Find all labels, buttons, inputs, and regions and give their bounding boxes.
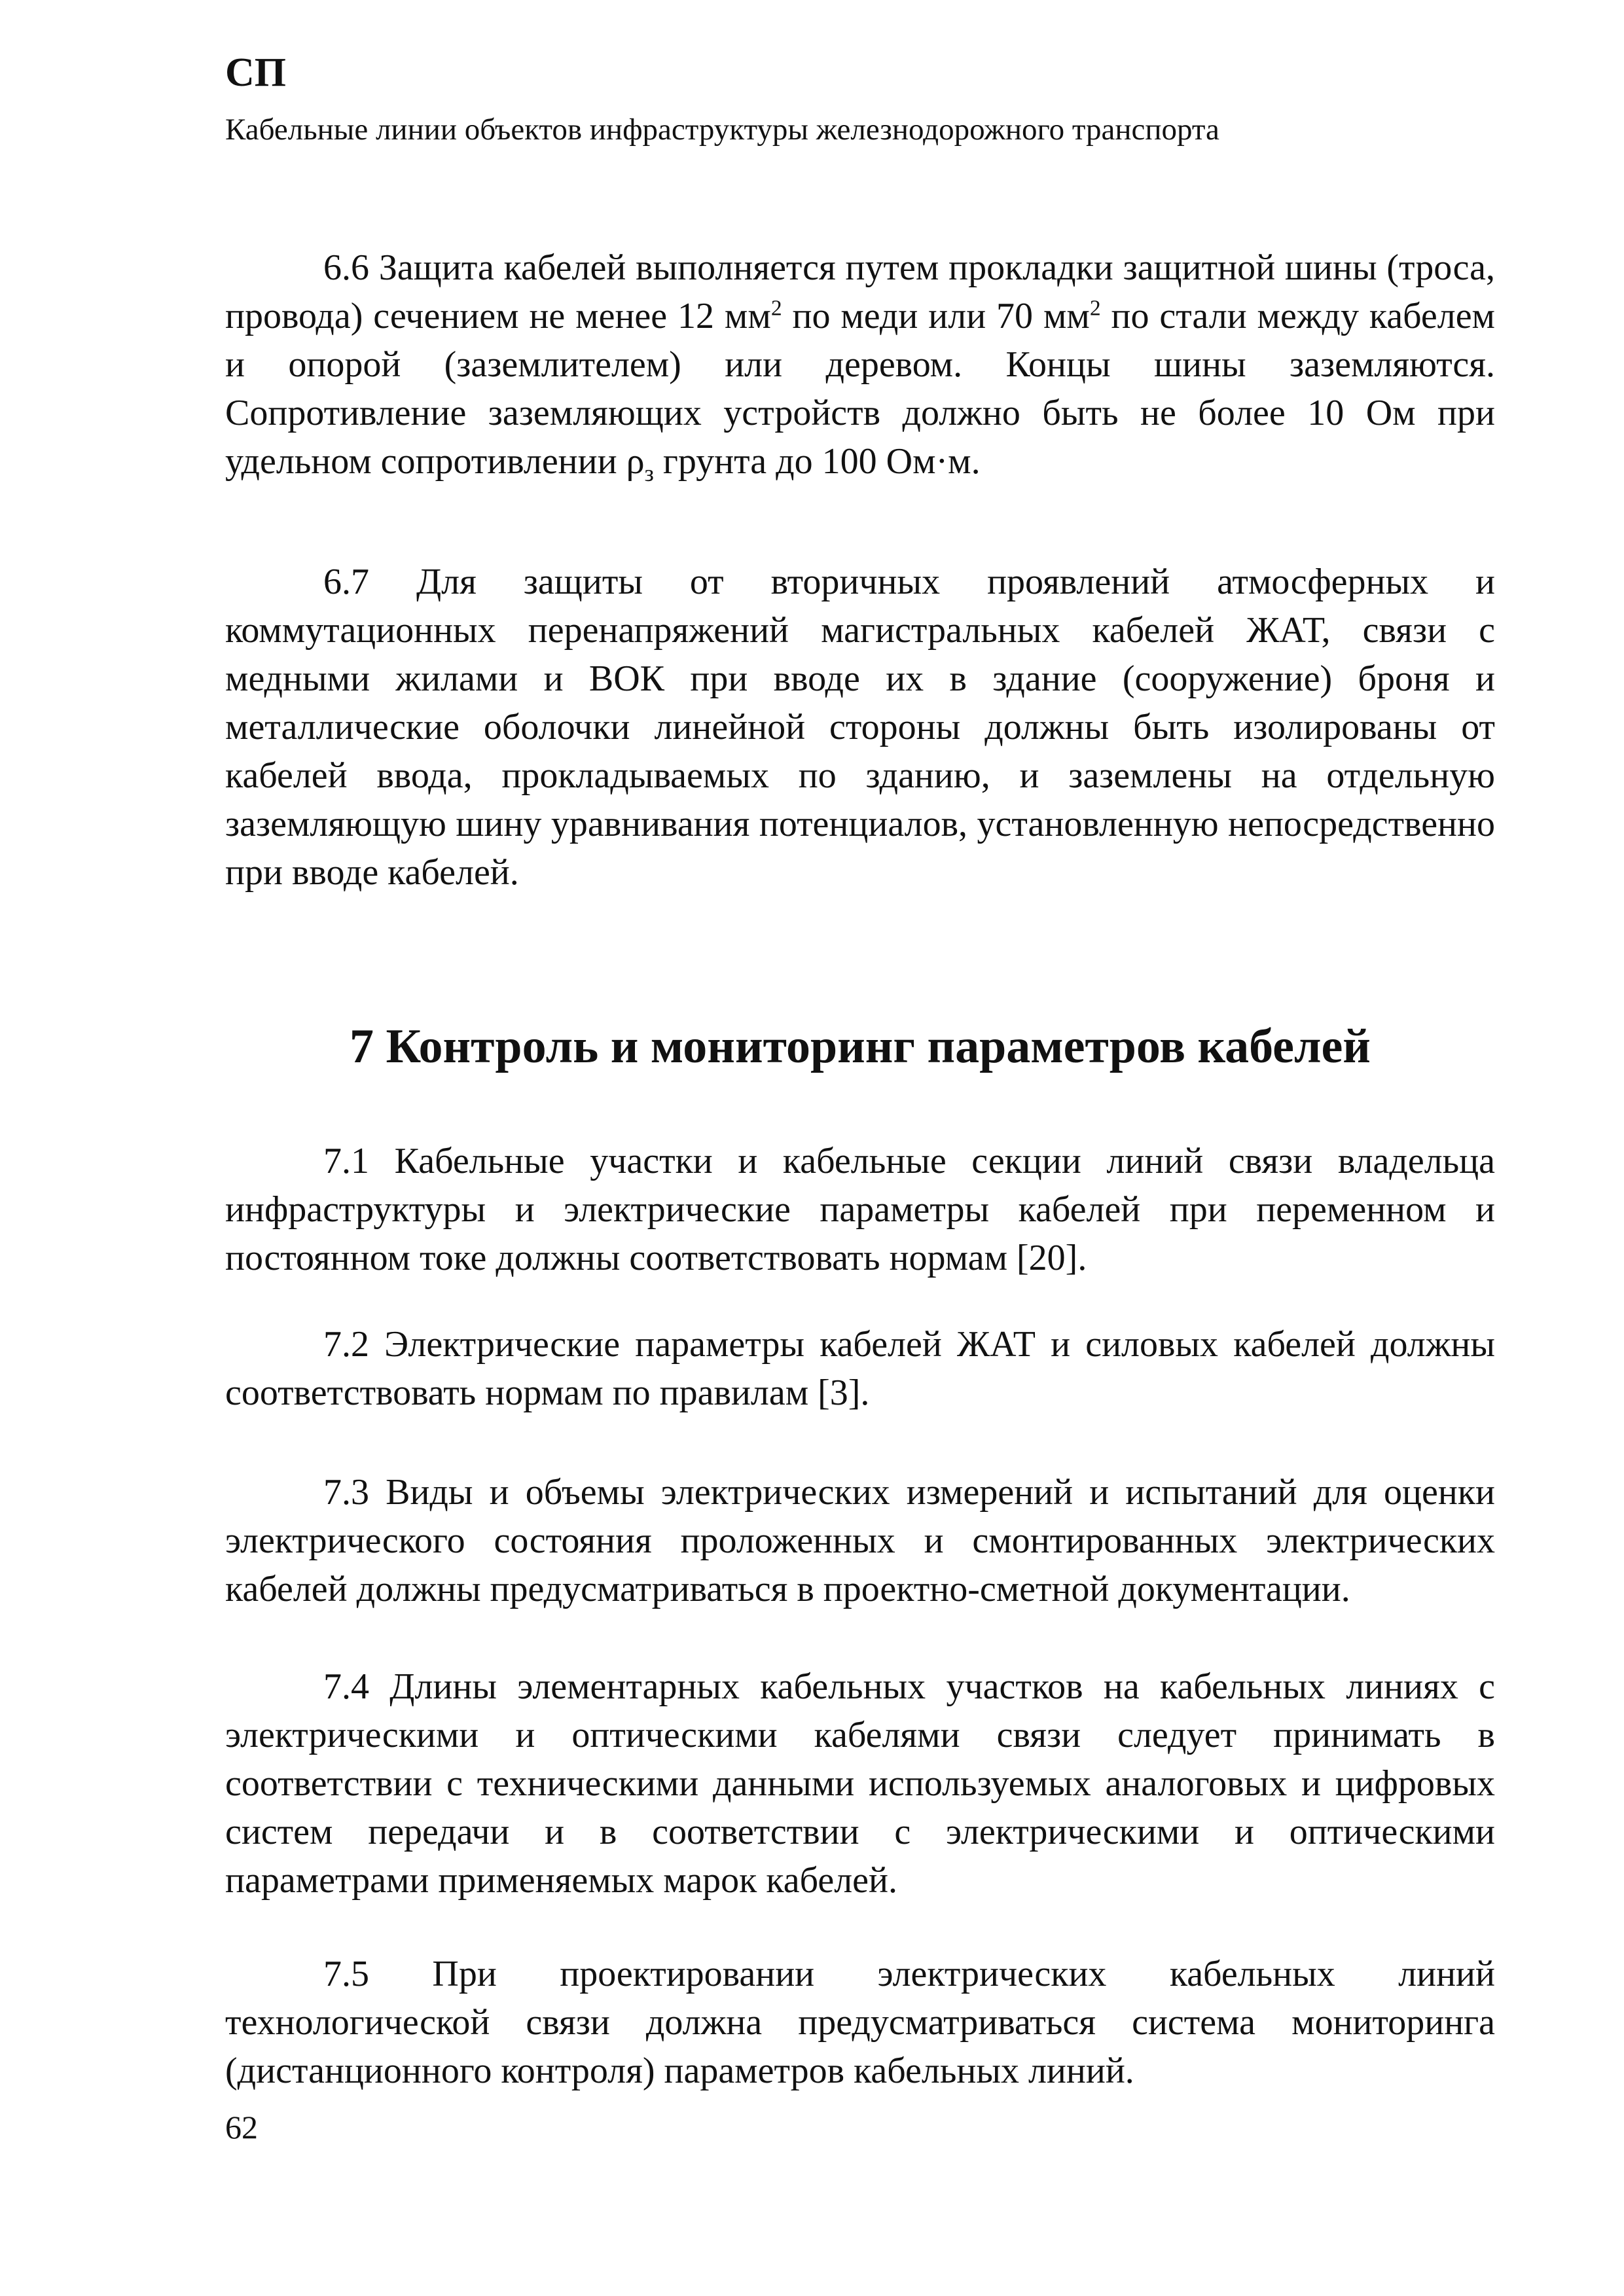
paragraph-7-4: 7.4 Длины элементарных кабельных участков на кабельных линиях с электрическими и оптическими кабелями связи следует принимать в соответствии с техническими данными используемых аналоговых и цифровых систем передачи и в соответствии с электрическими и оптическими параметрами применяемых марок кабелей. [225,1666,1495,1901]
paragraph-7-3: 7.3 Виды и объемы электрических измерений и испытаний для оценки электрического состояния проложенных и смонтированных электрических кабелей должны предусматриваться в проектно-сметной документации. [225,1472,1495,1609]
paragraph-6-6-subscript: з [644,460,654,487]
paragraph-6-6-part-d: грунта до 100 Ом·м. [653,441,981,482]
paragraph-6-6-superscript-1: 2 [770,296,782,321]
paragraph-6-7: 6.7 Для защиты от вторичных проявлений атмосферных и коммутационных перенапряжений магистральных кабелей ЖАТ, связи с медными жилами и ВОК при вводе их в здание (сооружение) броня и металлические оболочки линейной стороны должны быть изолированы от кабелей ввода, прокладываемых по зданию, и заземлены на отдельную заземляющую шину уравнивания потенциалов, установленную непосредственно при вводе кабелей. [225,562,1495,893]
section-heading: 7 Контроль и мониторинг параметров кабелей [350,1020,1371,1073]
paragraph-7-2: 7.2 Электрические параметры кабелей ЖАТ и силовых кабелей должны соответствовать нормам по правилам [3]. [225,1324,1495,1413]
standard-code: СП [225,50,286,95]
paragraph-7-1: 7.1 Кабельные участки и кабельные секции линий связи владельца инфраструктуры и электрические параметры кабелей при переменном и постоянном токе должны соответствовать нормам [20]. [225,1141,1495,1278]
document-title: Кабельные линии объектов инфраструктуры железнодорожного транспорта [225,113,1219,147]
paragraph-6-6-part-a: 6.6 Защита кабелей выполняется путем прокладки защитной шины (троса, провода) сечением не менее 12 мм [225,247,1495,336]
paragraph-6-6-superscript-2: 2 [1089,296,1101,321]
paragraph-7-5: 7.5 При проектировании электрических кабельных линий технологической связи должна предусматриваться система мониторинга (дистанционного контроля) параметров кабельных линий. [225,1954,1495,2091]
paragraph-6-6-part-c: по стали между кабелем и опорой (заземлителем) или деревом. Концы шины заземляются. Сопротивление заземляющих устройств должно быть не более 10 Ом при удельном сопротивлении ρ [225,296,1495,482]
paragraph-6-6 [225,243,1495,486]
page-number: 62 [225,2109,258,2145]
paragraph-6-6-part-b: по меди или 70 мм [782,296,1090,336]
